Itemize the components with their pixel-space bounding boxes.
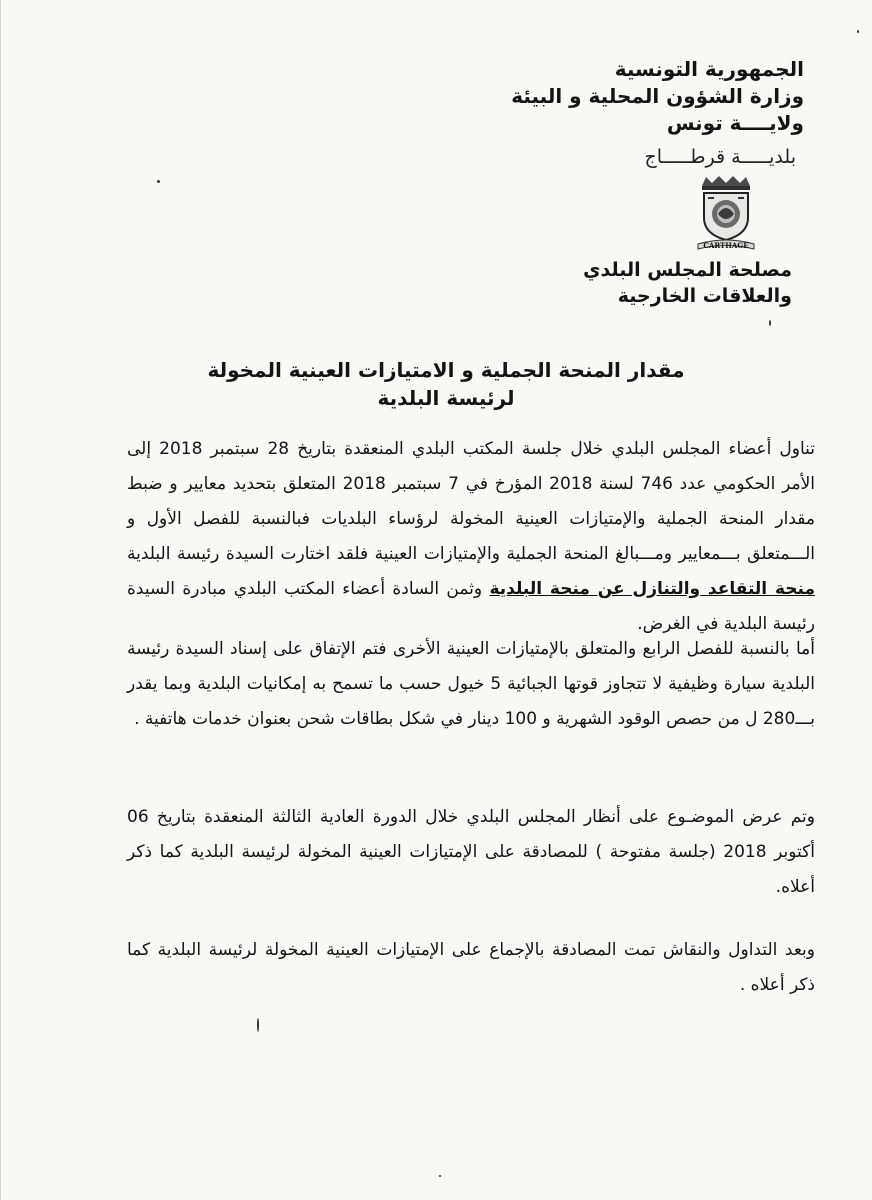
- scan-speck: [769, 320, 771, 326]
- scan-speck: [857, 30, 859, 33]
- paragraph-1: [127, 432, 815, 642]
- paragraph-4: وبعد التداول والنقاش تمت المصادقة بالإجماع على الإمتيازات العينية المخولة لرئيسة البلدية كما ذكر أعلاه .: [127, 940, 815, 995]
- document-title: مقدار المنحة الجملية و الامتيازات العينية المخولة لرئيسة البلدية: [207, 358, 685, 410]
- crest-caption: CARTHAGE: [703, 241, 749, 250]
- crest-icon: [692, 174, 760, 254]
- letterhead: [511, 56, 804, 171]
- department-line-1: مصلحة المجلس البلدي: [583, 259, 792, 281]
- scan-speck: [257, 1018, 259, 1032]
- paragraph-1-emphasis: منحة التقاعد والتنازل عن منحة البلدية: [489, 579, 815, 599]
- paragraph-3: وتم عرض الموضـوع على أنظار المجلس البلدي خلال الدورة العادية الثالثة المنعقدة بتاريخ 06 أكتوبر 2018 (جلسة مفتوحة ) للمصادقة على الإمتيازات العينية المخولة لرئيسة البلدية كما ذكر أعلاه.: [127, 807, 815, 897]
- department-line-2: والعلاقات الخارجية: [617, 285, 792, 307]
- paragraph-2: أما بالنسبة للفصل الرابع والمتعلق بالإمتيازات العينية الأخرى فتم الإتفاق على إسناد السيدة رئيسة البلدية سيارة وظيفية لا تتجاوز قوتها الجبائية 5 خيول حسب ما تسمح به إمكانيات البلدية وبما يقدر بـــ280 ل من حصص الوقود الشهرية و 100 دينار في شكل بطاقات شحن بعنوان خدمات هاتفية .: [127, 639, 815, 729]
- governorate-name: ولايــــة تونس: [666, 111, 804, 135]
- scan-speck: [439, 1175, 441, 1177]
- department-block: [583, 257, 792, 309]
- paragraph-1-tail: وثمن السادة أعضاء المكتب البلدي مبادرة السيدة رئيسة البلدية في الغرض.: [127, 579, 815, 634]
- republic-name: الجمهورية التونسية: [614, 57, 804, 81]
- ministry-name: وزارة الشؤون المحلية و البيئة: [511, 84, 804, 108]
- scan-speck: [157, 180, 160, 183]
- carthage-crest-logo: [692, 174, 760, 254]
- municipality-name: بلديـــــة قرطـــــاج: [644, 146, 796, 168]
- paragraph-1-text: تناول أعضاء المجلس البلدي خلال جلسة المكتب البلدي المنعقدة بتاريخ 28 سبتمبر 2018 إلى الأمر الحكومي عدد 746 لسنة 2018 المؤرخ في 7 سبتمبر 2018 المتعلق بتحديد معايير و ضبط مقدار المنحة الجملية والإمتيازات العينية المخولة لرؤساء البلديات فبالنسبة للفصل الأول و الـــمتعلق بـــمعايير ومـــبالغ المنحة الجملية والإمتيازات العينية فلقد اختارت السيدة رئيسة البلدية: [127, 439, 816, 564]
